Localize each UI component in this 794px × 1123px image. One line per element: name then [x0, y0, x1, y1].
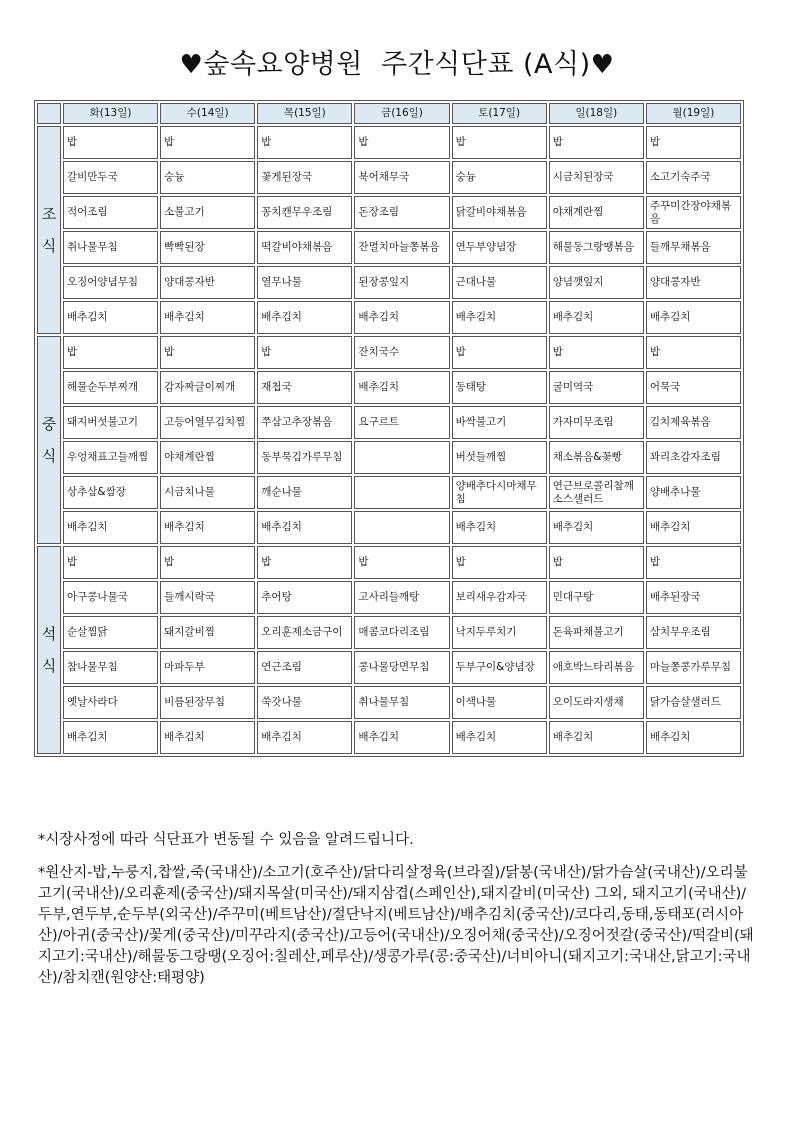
menu-cell — [354, 511, 449, 544]
day-header: 화(13일) — [63, 103, 158, 124]
meal-label — [37, 336, 61, 544]
menu-cell: 양대콩자반 — [646, 266, 741, 299]
menu-cell: 밥 — [257, 336, 352, 369]
menu-cell: 밥 — [160, 336, 255, 369]
meal-label-char: 식 — [41, 447, 57, 465]
menu-cell: 버섯들깨찜 — [452, 441, 547, 474]
menu-row — [37, 721, 741, 754]
menu-cell: 근대나물 — [452, 266, 547, 299]
menu-row — [37, 686, 741, 719]
menu-cell: 고등어열무김치찜 — [160, 406, 255, 439]
menu-cell: 참나물무침 — [63, 651, 158, 684]
menu-row — [37, 336, 741, 369]
menu-cell: 닭가슴살샐러드 — [646, 686, 741, 719]
menu-row — [37, 441, 741, 474]
menu-cell: 아구콩나물국 — [63, 581, 158, 614]
notice-text: *시장사정에 따라 식단표가 변동될 수 있음을 알려드립니다. — [38, 832, 414, 848]
menu-cell: 꽃게된장국 — [257, 161, 352, 194]
menu-cell: 밥 — [549, 546, 644, 579]
menu-cell: 쑥갓나물 — [257, 686, 352, 719]
menu-cell: 해물순두부찌개 — [63, 371, 158, 404]
menu-cell: 밥 — [646, 546, 741, 579]
menu-cell: 낙지두루치기 — [452, 616, 547, 649]
menu-cell: 배추김치 — [549, 301, 644, 334]
menu-cell: 동부묵김가루무침 — [257, 441, 352, 474]
menu-cell: 밥 — [452, 546, 547, 579]
day-header: 토(17일) — [452, 103, 547, 124]
menu-cell: 김치제육볶음 — [646, 406, 741, 439]
day-header: 목(15일) — [257, 103, 352, 124]
menu-cell: 소고기숙주국 — [646, 161, 741, 194]
menu-row — [37, 196, 741, 229]
menu-cell: 닭갈비야채볶음 — [452, 196, 547, 229]
menu-cell: 마파두부 — [160, 651, 255, 684]
menu-cell: 꽈리초감자조림 — [646, 441, 741, 474]
title-text: 숲속요양병원 주간식단표 (A식) — [203, 49, 591, 80]
menu-cell: 야채계란찜 — [549, 196, 644, 229]
menu-cell: 밥 — [160, 126, 255, 159]
menu-cell: 해물동그랑땡볶음 — [549, 231, 644, 264]
menu-cell: 민대구탕 — [549, 581, 644, 614]
menu-cell: 배추김치 — [452, 511, 547, 544]
menu-cell: 깨순나물 — [257, 476, 352, 509]
day-header: 월(19일) — [646, 103, 741, 124]
menu-cell: 굴미역국 — [549, 371, 644, 404]
menu-row — [37, 126, 741, 159]
menu-row — [37, 266, 741, 299]
menu-row — [37, 406, 741, 439]
menu-cell: 옛날사라다 — [63, 686, 158, 719]
meal-label-char: 식 — [41, 657, 57, 675]
day-header-row — [37, 103, 741, 124]
menu-cell: 상추삼&쌈장 — [63, 476, 158, 509]
menu-cell: 밥 — [63, 336, 158, 369]
menu-cell: 떡갈비야채볶음 — [257, 231, 352, 264]
meal-label-char: 식 — [41, 237, 57, 255]
menu-cell: 마늘쫑콩가루무침 — [646, 651, 741, 684]
menu-cell: 오리훈제소금구이 — [257, 616, 352, 649]
menu-cell: 열무나물 — [257, 266, 352, 299]
menu-cell: 돈장조림 — [354, 196, 449, 229]
menu-cell: 배추김치 — [63, 301, 158, 334]
menu-cell: 이색나물 — [452, 686, 547, 719]
menu-cell: 배추김치 — [63, 721, 158, 754]
menu-cell: 연근조림 — [257, 651, 352, 684]
day-header: 금(16일) — [354, 103, 449, 124]
menu-cell: 밥 — [160, 546, 255, 579]
menu-cell: 시금치나물 — [160, 476, 255, 509]
menu-cell: 들깨시락국 — [160, 581, 255, 614]
menu-row — [37, 511, 741, 544]
menu-cell: 배추김치 — [160, 721, 255, 754]
menu-cell: 감자짜글이찌개 — [160, 371, 255, 404]
menu-cell: 양념깻잎지 — [549, 266, 644, 299]
menu-row — [37, 161, 741, 194]
menu-cell: 오이도라지생채 — [549, 686, 644, 719]
menu-cell: 야채계란찜 — [160, 441, 255, 474]
heart-icon: ♥ — [590, 50, 615, 80]
menu-cell: 밥 — [257, 126, 352, 159]
menu-cell: 양대콩자반 — [160, 266, 255, 299]
menu-cell: 애호박느타리볶음 — [549, 651, 644, 684]
menu-cell: 두부구이&양념장 — [452, 651, 547, 684]
menu-cell: 추어탕 — [257, 581, 352, 614]
menu-cell — [354, 476, 449, 509]
menu-cell: 연두부양념장 — [452, 231, 547, 264]
corner-cell — [37, 103, 61, 124]
menu-cell: 밥 — [549, 336, 644, 369]
menu-cell: 주꾸미간장야채볶음 — [646, 196, 741, 229]
menu-cell: 배추김치 — [257, 301, 352, 334]
menu-cell: 배추김치 — [452, 301, 547, 334]
heart-icon: ♥ — [179, 50, 204, 80]
menu-cell — [354, 441, 449, 474]
menu-cell: 우엉채표고들깨찜 — [63, 441, 158, 474]
menu-cell: 밥 — [354, 546, 449, 579]
menu-cell: 배추김치 — [354, 721, 449, 754]
menu-cell: 밥 — [63, 126, 158, 159]
menu-cell: 숭늉 — [160, 161, 255, 194]
menu-cell: 콩나물당면무침 — [354, 651, 449, 684]
meal-label-char: 석 — [41, 625, 57, 643]
menu-cell: 배추김치 — [257, 721, 352, 754]
menu-cell: 요구르트 — [354, 406, 449, 439]
menu-row — [37, 581, 741, 614]
origin-text: *원산지-밥,누룽지,찹쌀,죽(국내산)/소고기(호주산)/닭다리살정육(브라질)/닭봉(국내산)/닭가슴살(국내산)/오리불고기(국내산)/오리훈제(중국산)/돼지목살(미국산)/돼지삼겹(스페인산),돼지갈비(미국산) 그외, 돼지고기(국내산)/두부,연두부,순두부(외국산)/주꾸미(베트남산)/절단낙지(베트남산)/배추김치(중국산)/코다리,동태,동태포(러시아산)/아귀(중국산)/꽃게(중국산)/미꾸라지(중국산)/고등어(국내산)/오징어채(중국산)/오징어젓갈(중국산)/떡갈비(돼지고기:국내산)/해물동그랑땡(오징어:칠레산,페루산)/생콩가루(콩:중국산)/너비아니(돼지고기:국내산,닭고기:국내산)/참치캔(원양산:태평양) — [38, 865, 754, 986]
menu-cell: 돼지버섯불고기 — [63, 406, 158, 439]
menu-cell: 갈비만두국 — [63, 161, 158, 194]
menu-cell: 밥 — [646, 336, 741, 369]
menu-cell: 연근브로콜리참깨소스샐러드 — [549, 476, 644, 509]
menu-cell: 비름된장무침 — [160, 686, 255, 719]
menu-cell: 배추김치 — [646, 301, 741, 334]
meal-label — [37, 126, 61, 334]
menu-cell: 오징어양념무침 — [63, 266, 158, 299]
menu-cell: 배추김치 — [452, 721, 547, 754]
meal-label-char: 조 — [41, 205, 57, 223]
menu-cell: 동태탕 — [452, 371, 547, 404]
menu-cell: 밥 — [354, 126, 449, 159]
page-title — [0, 42, 794, 81]
menu-row — [37, 371, 741, 404]
menu-cell: 보리새우감자국 — [452, 581, 547, 614]
menu-row — [37, 301, 741, 334]
menu-cell: 배추김치 — [549, 511, 644, 544]
meal-label — [37, 546, 61, 754]
menu-row — [37, 231, 741, 264]
menu-cell: 밥 — [452, 336, 547, 369]
menu-cell: 배추김치 — [646, 721, 741, 754]
menu-row — [37, 546, 741, 579]
menu-cell: 채소볶음&꽃빵 — [549, 441, 644, 474]
notes — [38, 830, 756, 1001]
menu-cell: 밥 — [452, 126, 547, 159]
menu-cell: 배추된장국 — [646, 581, 741, 614]
menu-cell: 배추김치 — [160, 301, 255, 334]
menu-row — [37, 476, 741, 509]
menu-cell: 꽁치캔무우조림 — [257, 196, 352, 229]
menu-cell: 시금치된장국 — [549, 161, 644, 194]
menu-cell: 배추김치 — [549, 721, 644, 754]
menu-cell: 배추김치 — [354, 301, 449, 334]
weekly-menu-table — [34, 100, 744, 757]
menu-cell: 돈육파채불고기 — [549, 616, 644, 649]
menu-cell: 양배추나물 — [646, 476, 741, 509]
menu-cell: 순살찜닭 — [63, 616, 158, 649]
menu-cell: 배추김치 — [63, 511, 158, 544]
menu-cell: 바싹불고기 — [452, 406, 547, 439]
menu-cell: 돼지갈비찜 — [160, 616, 255, 649]
menu-cell: 밥 — [257, 546, 352, 579]
menu-cell: 밥 — [549, 126, 644, 159]
menu-cell: 취나물무침 — [63, 231, 158, 264]
menu-cell: 적어조림 — [63, 196, 158, 229]
menu-cell: 숭늉 — [452, 161, 547, 194]
menu-cell: 밥 — [63, 546, 158, 579]
meal-label-char: 중 — [41, 415, 57, 433]
menu-cell: 어묵국 — [646, 371, 741, 404]
menu-cell: 고사리들깨탕 — [354, 581, 449, 614]
menu-cell: 들깨무채볶음 — [646, 231, 741, 264]
menu-cell: 배추김치 — [646, 511, 741, 544]
day-header: 일(18일) — [549, 103, 644, 124]
menu-cell: 북어채무국 — [354, 161, 449, 194]
menu-row — [37, 616, 741, 649]
menu-cell: 된장콩잎지 — [354, 266, 449, 299]
menu-cell: 매콤코다리조림 — [354, 616, 449, 649]
menu-cell: 빡빡된장 — [160, 231, 255, 264]
menu-cell: 취나물무침 — [354, 686, 449, 719]
menu-cell: 배추김치 — [257, 511, 352, 544]
menu-cell: 쭈삼고추장볶음 — [257, 406, 352, 439]
menu-cell: 잔치국수 — [354, 336, 449, 369]
menu-cell: 재첩국 — [257, 371, 352, 404]
menu-cell: 삼치무우조림 — [646, 616, 741, 649]
menu-row — [37, 651, 741, 684]
day-header: 수(14일) — [160, 103, 255, 124]
menu-cell: 배추김치 — [160, 511, 255, 544]
menu-cell: 밥 — [646, 126, 741, 159]
menu-cell: 가자미무조림 — [549, 406, 644, 439]
menu-cell: 배추김치 — [354, 371, 449, 404]
menu-cell: 소불고기 — [160, 196, 255, 229]
menu-cell: 양배추다시마채무침 — [452, 476, 547, 509]
menu-cell: 잔멸치마늘쫑볶음 — [354, 231, 449, 264]
